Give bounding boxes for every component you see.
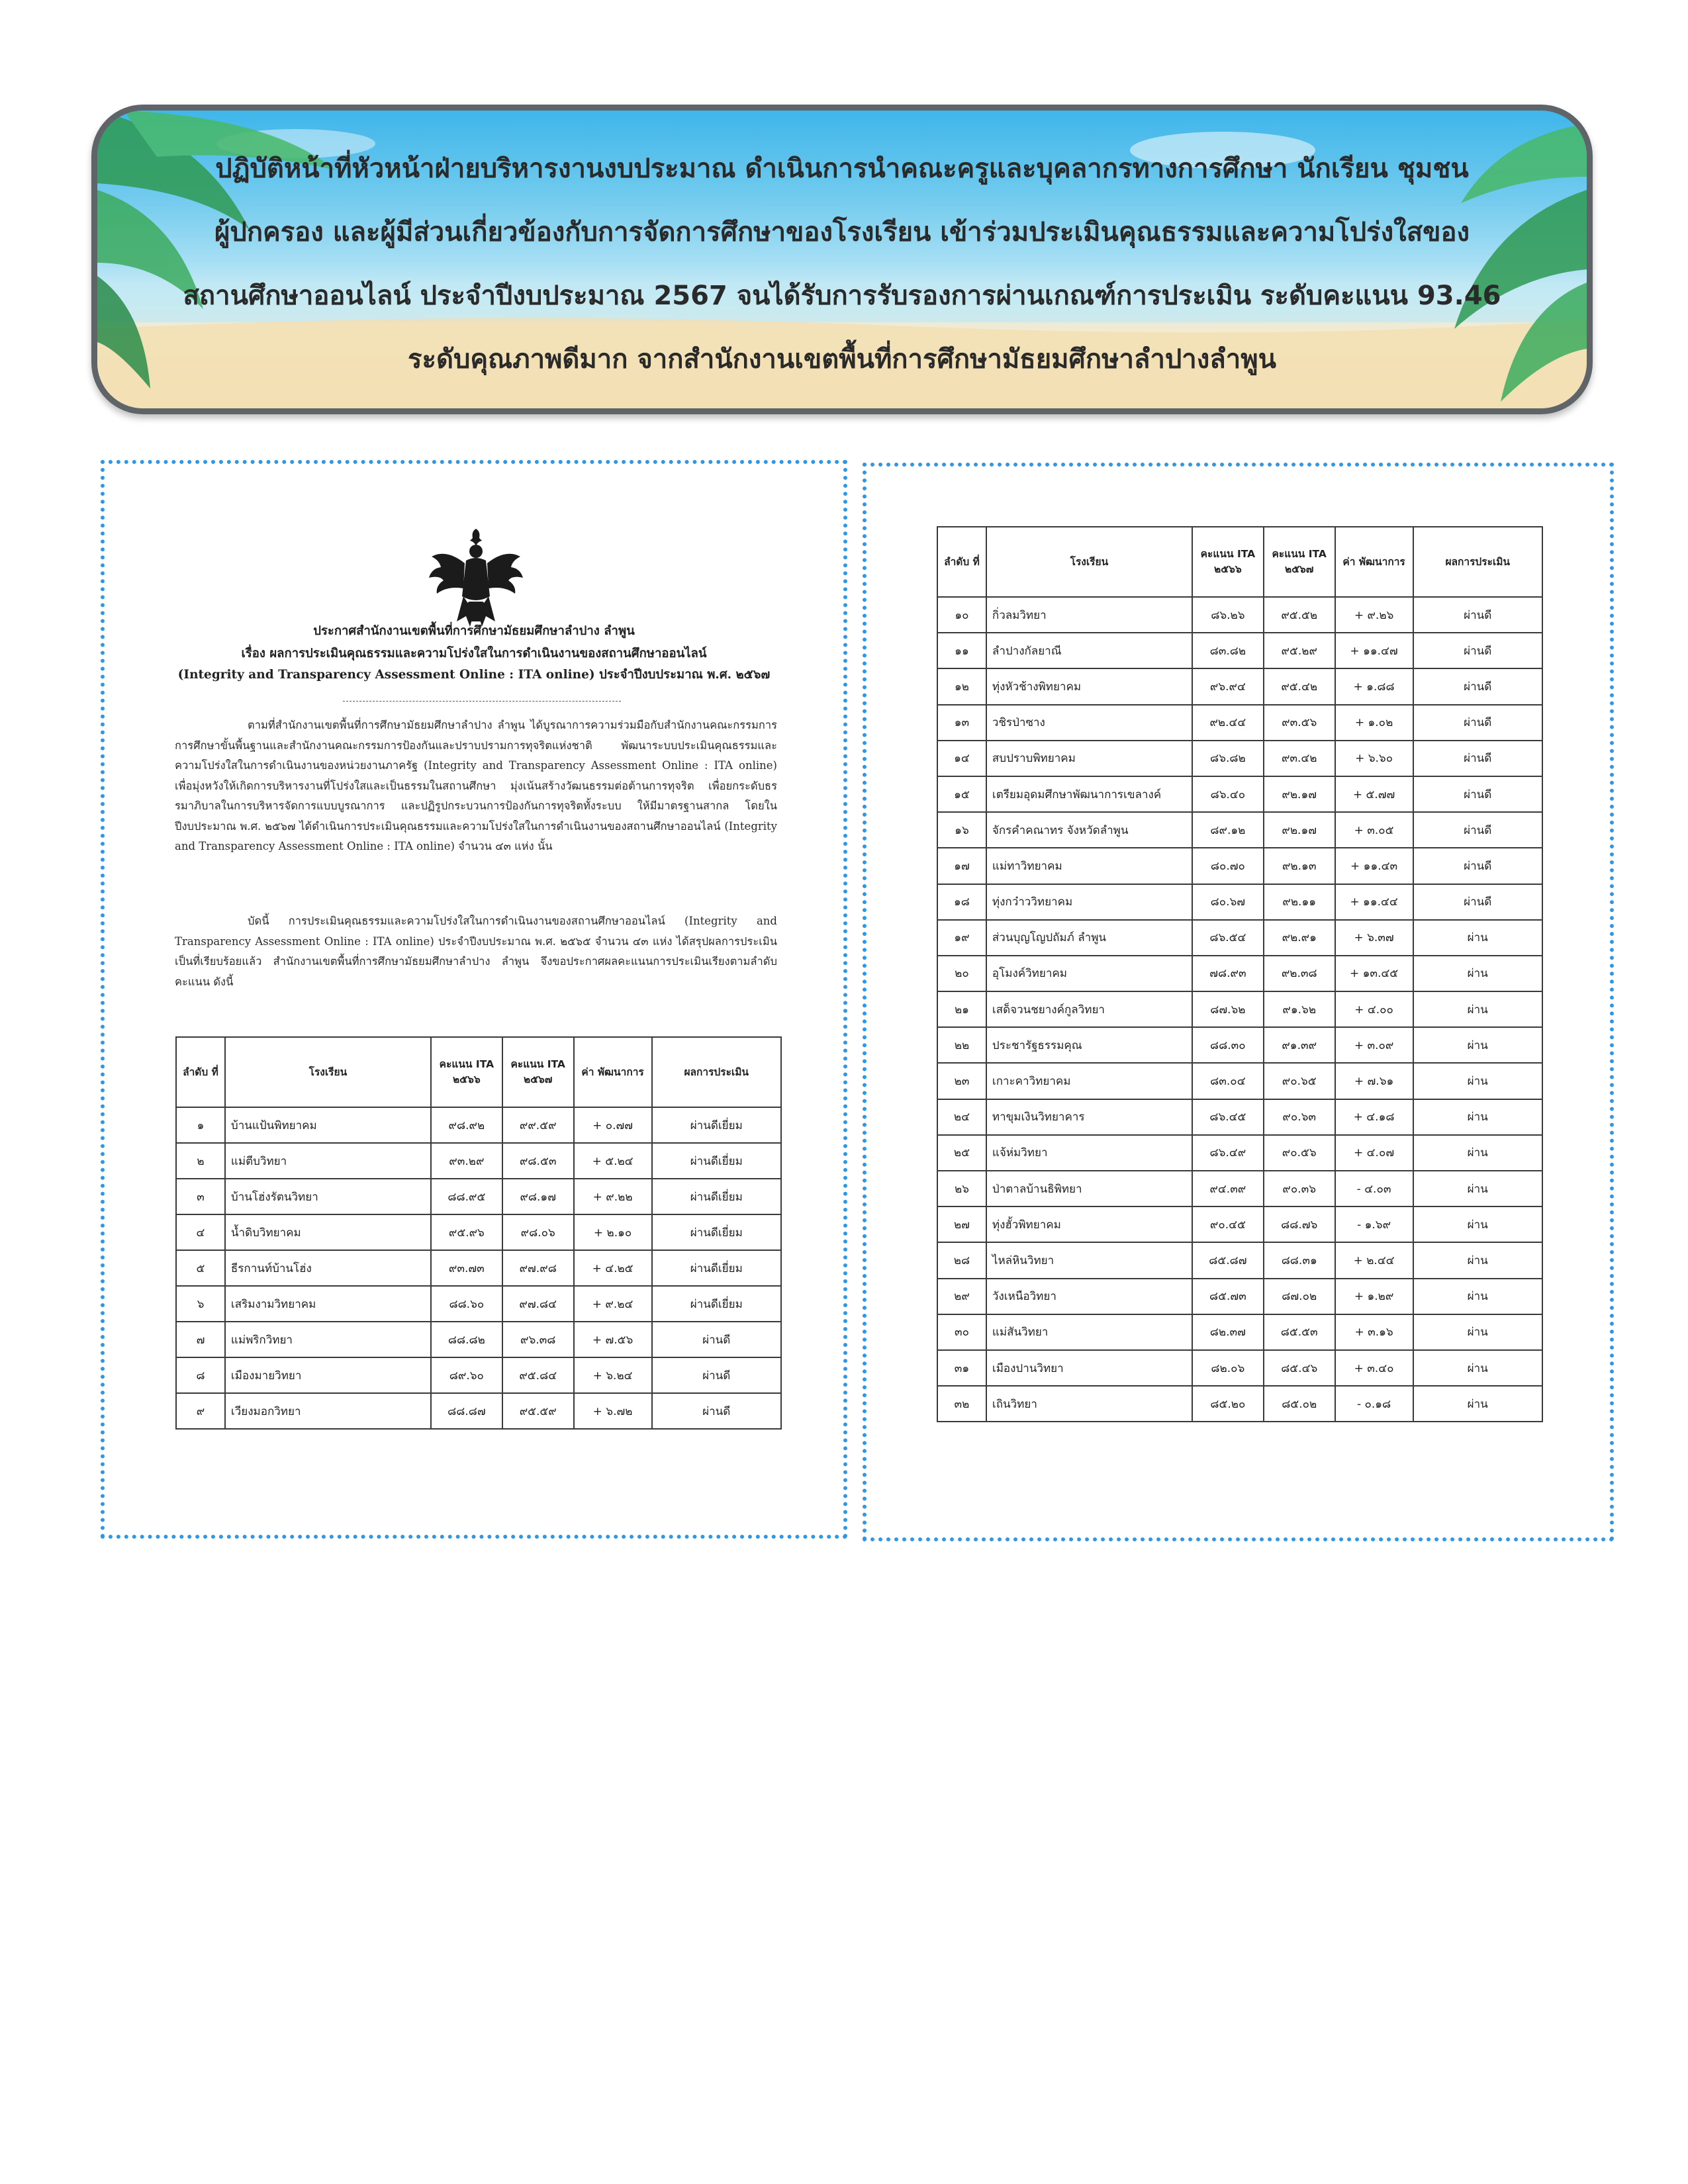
table-row [937,848,1542,884]
row-development: + ๖.๒๔ [574,1357,652,1393]
table-row [176,1179,781,1214]
row-result: ผ่านดี [1413,705,1543,741]
row-development: + ๗.๕๖ [574,1322,652,1357]
row-development: + ๕.๗๗ [1335,776,1413,812]
row-result: ผ่านดี [1413,776,1543,812]
row-order: ๒๘ [937,1242,986,1278]
row-score-2566: ๘๕.๘๗ [1192,1242,1264,1278]
row-score-2566: ๙๐.๔๕ [1192,1206,1264,1242]
row-school: แม่ตีบวิทยา [225,1143,431,1179]
row-school: เถินวิทยา [986,1386,1192,1422]
col-order: ลำดับ ที่ [937,527,986,597]
row-result: ผ่าน [1413,991,1543,1027]
row-order: ๒๔ [937,1099,986,1135]
table-row [176,1107,781,1143]
row-score-2566: ๘๘.๙๕ [431,1179,502,1214]
row-score-2567: ๙๘.๑๗ [502,1179,574,1214]
row-score-2567: ๘๕.๐๒ [1264,1386,1335,1422]
row-development: + ๙.๒๖ [1335,597,1413,633]
row-score-2567: ๙๙.๕๙ [502,1107,574,1143]
row-development: + ๑๑.๔๗ [1335,633,1413,668]
row-result: ผ่านดีเยี่ยม [652,1179,782,1214]
row-development: + ๕.๒๔ [574,1143,652,1179]
row-order: ๒๒ [937,1027,986,1063]
col-score-2567: คะแนน ITA ๒๕๖๗ [1264,527,1335,597]
row-development: + ๑.๘๘ [1335,668,1413,704]
row-order: ๒๑ [937,991,986,1027]
table-row [176,1286,781,1322]
row-score-2566: ๙๕.๙๖ [431,1214,502,1250]
row-score-2566: ๘๓.๘๒ [1192,633,1264,668]
row-order: ๑๓ [937,705,986,741]
row-result: ผ่าน [1413,1027,1543,1063]
row-score-2567: ๙๒.๑๗ [1264,812,1335,848]
row-score-2566: ๙๔.๓๙ [1192,1171,1264,1206]
row-school: ทุ่งฮั้วพิทยาคม [986,1206,1192,1242]
table-row [937,1135,1542,1171]
row-school: เมืองปานวิทยา [986,1350,1192,1386]
row-development: - ๐.๑๘ [1335,1386,1413,1422]
row-result: ผ่าน [1413,1063,1543,1099]
row-school: ลำปางกัลยาณี [986,633,1192,668]
row-order: ๗ [176,1322,225,1357]
row-score-2566: ๘๖.๔๐ [1192,776,1264,812]
row-score-2566: ๙๒.๔๔ [1192,705,1264,741]
row-school: บ้านแป้นพิทยาคม [225,1107,431,1143]
row-result: ผ่านดี [652,1322,782,1357]
row-order: ๑๒ [937,668,986,704]
row-score-2567: ๙๒.๑๓ [1264,848,1335,884]
row-order: ๑๑ [937,633,986,668]
row-school: น้ำดิบวิทยาคม [225,1214,431,1250]
row-school: ป่าตาลบ้านธิพิทยา [986,1171,1192,1206]
announcement-subject: เรื่อง ผลการประเมินคุณธรรมและความโปร่งใสในการดำเนินงานของสถานศึกษาออนไลน์ [241,647,707,660]
table-row [176,1393,781,1429]
col-score-2566: คะแนน ITA ๒๕๖๖ [431,1037,502,1107]
row-result: ผ่าน [1413,1279,1543,1314]
row-school: ประชารัฐธรรมคุณ [986,1027,1192,1063]
table-row [937,1206,1542,1242]
row-score-2567: ๙๕.๕๙ [502,1393,574,1429]
row-order: ๑๖ [937,812,986,848]
row-order: ๒๓ [937,1063,986,1099]
row-result: ผ่าน [1413,1386,1543,1422]
row-score-2566: ๙๖.๙๔ [1192,668,1264,704]
row-score-2566: ๘๖.๘๒ [1192,741,1264,776]
row-order: ๑๐ [937,597,986,633]
row-school: แจ้ห่มวิทยา [986,1135,1192,1171]
row-result: ผ่านดีเยี่ยม [652,1107,782,1143]
row-order: ๑๘ [937,884,986,920]
row-score-2567: ๙๗.๘๔ [502,1286,574,1322]
row-result: ผ่านดี [1413,848,1543,884]
table-row [937,884,1542,920]
row-development: + ๑๑.๔๔ [1335,884,1413,920]
row-result: ผ่าน [1413,1099,1543,1135]
row-result: ผ่านดีเยี่ยม [652,1286,782,1322]
row-result: ผ่าน [1413,1171,1543,1206]
row-score-2566: ๘๙.๑๒ [1192,812,1264,848]
row-development: + ๑.๒๙ [1335,1279,1413,1314]
row-school: แม่ทาวิทยาคม [986,848,1192,884]
row-development: + ๐.๗๗ [574,1107,652,1143]
row-school: เสริมงามวิทยาคม [225,1286,431,1322]
row-order: ๓๐ [937,1314,986,1350]
row-score-2566: ๘๒.๓๗ [1192,1314,1264,1350]
table-row [937,1171,1542,1206]
row-order: ๒๙ [937,1279,986,1314]
row-school: เสด็จวนชยางค์กูลวิทยา [986,991,1192,1027]
row-school: เวียงมอกวิทยา [225,1393,431,1429]
row-development: + ๖.๗๒ [574,1393,652,1429]
row-score-2567: ๘๕.๕๓ [1264,1314,1335,1350]
row-score-2567: ๙๕.๔๒ [1264,668,1335,704]
row-development: + ๔.๒๕ [574,1250,652,1286]
table-row [937,705,1542,741]
table-row [937,633,1542,668]
table-row [937,1314,1542,1350]
row-development: + ๗.๖๑ [1335,1063,1413,1099]
row-score-2567: ๙๐.๖๕ [1264,1063,1335,1099]
row-school: ทุ่งหัวช้างพิทยาคม [986,668,1192,704]
announcement-paragraph-1: ตามที่สำนักงานเขตพื้นที่การศึกษามัธยมศึกษาลำปาง ลำพูน ได้บูรณาการความร่วมมือกับสำนักงานคณะกรรมการการศึกษาขั้นพื้นฐานและสำนักงานคณะกรรมการป้องกันและปราบปรามการทุจริตแห่งชาติ พัฒนาระบบประเมินคุณธรรมและความโปร่งใสในการดำเนินงานของหน่วยงานภาครัฐ (Integrity and Transparency Assessment Online : ITA online) เพื่อมุ่งหวังให้เกิดการบริหารงานที่โปร่งใสและเป็นธรรมในสถานศึกษา มุ่งเน้นสร้างวัฒนธรรมต่อต้านการทุจริต เพื่อยกระดับธรรมาภิบาลในการบริหารจัดการแบบบูรณาการ และปฏิรูปกระบวนการป้องกันการทุจริตทั้งระบบ ให้มีมาตรฐานสากล โดยในปีงบประมาณ พ.ศ. ๒๕๖๗ ได้ดำเนินการประเมินคุณธรรมและความโปร่งใสในการดำเนินงานของสถานศึกษาออนไลน์ (Integrity and Transparency Assessment Online : ITA online) จำนวน ๔๓ แห่ง นั้น [175,719,777,852]
row-score-2566: ๘๖.๕๔ [1192,920,1264,956]
row-score-2567: ๙๕.๕๒ [1264,597,1335,633]
row-result: ผ่าน [1413,956,1543,991]
row-score-2566: ๘๐.๖๗ [1192,884,1264,920]
row-result: ผ่านดี [1413,741,1543,776]
row-development: + ๑.๐๒ [1335,705,1413,741]
table-row [937,1063,1542,1099]
col-score-2567: คะแนน ITA ๒๕๖๗ [502,1037,574,1107]
row-school: ส่วนบุญโญปถัมภ์ ลำพูน [986,920,1192,956]
row-result: ผ่าน [1413,1242,1543,1278]
row-score-2566: ๙๘.๙๒ [431,1107,502,1143]
row-order: ๒ [176,1143,225,1179]
row-result: ผ่านดี [1413,597,1543,633]
row-score-2566: ๘๘.๖๐ [431,1286,502,1322]
row-result: ผ่านดีเยี่ยม [652,1214,782,1250]
row-school: ทุ่งกว๋าววิทยาคม [986,884,1192,920]
row-school: จักรคำคณาทร จังหวัดลำพูน [986,812,1192,848]
row-score-2567: ๘๕.๔๖ [1264,1350,1335,1386]
row-score-2567: ๙๐.๓๖ [1264,1171,1335,1206]
table-row [176,1214,781,1250]
row-school: บ้านโฮ่งรัตนวิทยา [225,1179,431,1214]
banner-line-2: ผู้ปกครอง และผู้มีส่วนเกี่ยวข้องกับการจัดการศึกษาของโรงเรียน เข้าร่วมประเมินคุณธรรมและความโปร่งใสของ [214,217,1470,248]
table-row [937,1099,1542,1135]
row-order: ๑ [176,1107,225,1143]
row-development: + ๔.๐๐ [1335,991,1413,1027]
row-result: ผ่านดี [1413,668,1543,704]
row-result: ผ่านดี [652,1357,782,1393]
announcement-page-1 [101,460,847,1539]
table-row [937,812,1542,848]
row-development: + ๒.๔๔ [1335,1242,1413,1278]
row-result: ผ่าน [1413,1206,1543,1242]
row-score-2566: ๘๘.๘๗ [431,1393,502,1429]
row-score-2566: ๘๓.๐๔ [1192,1063,1264,1099]
announcement-title: ประกาศสำนักงานเขตพื้นที่การศึกษามัธยมศึกษาลำปาง ลำพูน [313,624,635,638]
row-school: เกาะคาวิทยาคม [986,1063,1192,1099]
row-score-2566: ๘๕.๒๐ [1192,1386,1264,1422]
row-development: + ๖.๓๗ [1335,920,1413,956]
row-score-2567: ๘๘.๓๑ [1264,1242,1335,1278]
row-order: ๖ [176,1286,225,1322]
row-school: วชิรป่าซาง [986,705,1192,741]
banner-line-3: สถานศึกษาออนไลน์ ประจำปีงบประมาณ 2567 จนได้รับการรับรองการผ่านเกณฑ์การประเมิน ระดับคะแนน 93.46 [183,281,1501,311]
banner-line-4: ระดับคุณภาพดีมาก จากสำนักงานเขตพื้นที่การศึกษามัธยมศึกษาลำปางลำพูน [408,344,1276,375]
table-row [937,956,1542,991]
row-score-2566: ๘๙.๖๐ [431,1357,502,1393]
banner-text [97,111,1587,408]
row-score-2567: ๙๒.๑๗ [1264,776,1335,812]
table-row [937,741,1542,776]
row-score-2567: ๙๘.๐๖ [502,1214,574,1250]
table-row [937,1350,1542,1386]
row-score-2567: ๘๘.๗๖ [1264,1206,1335,1242]
row-score-2567: ๙๕.๘๔ [502,1357,574,1393]
row-development: + ๔.๑๘ [1335,1099,1413,1135]
row-result: ผ่านดี [652,1393,782,1429]
row-school: แม่พริกวิทยา [225,1322,431,1357]
col-development: ค่า พัฒนาการ [574,1037,652,1107]
row-result: ผ่านดีเยี่ยม [652,1143,782,1179]
row-score-2566: ๘๗.๖๒ [1192,991,1264,1027]
row-school: ไหล่หินวิทยา [986,1242,1192,1278]
row-order: ๒๖ [937,1171,986,1206]
row-result: ผ่านดี [1413,633,1543,668]
row-development: + ๓.๔๐ [1335,1350,1413,1386]
row-score-2567: ๙๘.๕๓ [502,1143,574,1179]
row-score-2566: ๘๕.๗๓ [1192,1279,1264,1314]
row-school: เตรียมอุดมศึกษาพัฒนาการเขลางค์ [986,776,1192,812]
row-order: ๑๙ [937,920,986,956]
row-result: ผ่านดีเยี่ยม [652,1250,782,1286]
row-order: ๓ [176,1179,225,1214]
row-score-2567: ๙๑.๓๙ [1264,1027,1335,1063]
row-development: + ๔.๐๗ [1335,1135,1413,1171]
table-row [937,776,1542,812]
table-row [176,1143,781,1179]
row-school: วังเหนือวิทยา [986,1279,1192,1314]
col-school: โรงเรียน [225,1037,431,1107]
row-score-2566: ๘๘.๓๐ [1192,1027,1264,1063]
row-result: ผ่าน [1413,1314,1543,1350]
announcement-page-2 [863,463,1614,1541]
table-row [937,668,1542,704]
table-row [937,1242,1542,1278]
row-order: ๕ [176,1250,225,1286]
row-score-2566: ๘๒.๐๖ [1192,1350,1264,1386]
row-school: กิ่วลมวิทยา [986,597,1192,633]
row-school: แม่สันวิทยา [986,1314,1192,1350]
row-development: + ๙.๒๒ [574,1179,652,1214]
row-score-2567: ๙๖.๓๘ [502,1322,574,1357]
row-order: ๑๕ [937,776,986,812]
row-development: + ๑๓.๔๕ [1335,956,1413,991]
row-score-2566: ๗๘.๙๓ [1192,956,1264,991]
row-order: ๒๗ [937,1206,986,1242]
row-result: ผ่าน [1413,920,1543,956]
col-order: ลำดับ ที่ [176,1037,225,1107]
row-result: ผ่าน [1413,1350,1543,1386]
row-school: ทาขุมเงินวิทยาคาร [986,1099,1192,1135]
col-score-2566: คะแนน ITA ๒๕๖๖ [1192,527,1264,597]
row-development: - ๔.๐๓ [1335,1171,1413,1206]
table-row [937,1027,1542,1063]
row-development: + ๓.๑๖ [1335,1314,1413,1350]
table-row [937,991,1542,1027]
row-result: ผ่าน [1413,1135,1543,1171]
row-result: ผ่านดี [1413,884,1543,920]
row-development: + ๙.๒๔ [574,1286,652,1322]
row-score-2566: ๘๘.๘๒ [431,1322,502,1357]
row-score-2567: ๙๐.๕๖ [1264,1135,1335,1171]
row-order: ๓๒ [937,1386,986,1422]
row-school: เมืองมายวิทยา [225,1357,431,1393]
col-school: โรงเรียน [986,527,1192,597]
row-order: ๑๗ [937,848,986,884]
table-row [176,1357,781,1393]
table-row [937,1279,1542,1314]
table-row [937,920,1542,956]
row-score-2567: ๙๒.๑๑ [1264,884,1335,920]
row-development: + ๒.๑๐ [574,1214,652,1250]
row-score-2566: ๘๖.๒๖ [1192,597,1264,633]
row-score-2567: ๙๑.๖๒ [1264,991,1335,1027]
table-row [176,1322,781,1357]
ita-results-table-2 [937,526,1543,1422]
row-development: - ๑.๖๙ [1335,1206,1413,1242]
row-school: สบปราบพิทยาคม [986,741,1192,776]
row-order: ๒๐ [937,956,986,991]
col-result: ผลการประเมิน [1413,527,1543,597]
row-score-2566: ๘๖.๔๙ [1192,1135,1264,1171]
row-score-2566: ๘๖.๔๕ [1192,1099,1264,1135]
row-score-2567: ๙๒.๓๘ [1264,956,1335,991]
row-score-2566: ๙๓.๒๙ [431,1143,502,1179]
row-development: + ๓.๐๙ [1335,1027,1413,1063]
announcement-subject-en: (Integrity and Transparency Assessment Online : ITA online) ประจำปีงบประมาณ พ.ศ. ๒๕๖๗ [177,668,771,682]
row-development: + ๖.๖๐ [1335,741,1413,776]
row-score-2567: ๙๐.๖๓ [1264,1099,1335,1135]
row-school: อุโมงค์วิทยาคม [986,956,1192,991]
row-order: ๒๕ [937,1135,986,1171]
row-score-2567: ๘๗.๐๒ [1264,1279,1335,1314]
header-banner [91,105,1593,414]
banner-line-1: ปฏิบัติหน้าที่หัวหน้าฝ่ายบริหารงานงบประมาณ ดำเนินการนำคณะครูและบุคลากรทางการศึกษา นักเรียน ชุมชน [215,154,1469,184]
row-school: ธีรกานท์บ้านโฮ่ง [225,1250,431,1286]
separator-rule [343,701,621,702]
row-score-2567: ๙๒.๙๑ [1264,920,1335,956]
garuda-emblem-icon [426,522,526,635]
table-row [937,597,1542,633]
row-order: ๔ [176,1214,225,1250]
ita-results-table-1 [175,1036,782,1430]
row-order: ๘ [176,1357,225,1393]
announcement-paragraph-2: บัดนี้ การประเมินคุณธรรมและความโปร่งใสในการดำเนินงานของสถานศึกษาออนไลน์ (Integrity and Transparency Assessment Online : ITA online) ประจำปีงบประมาณ พ.ศ. ๒๕๖๕ จำนวน ๔๓ แห่ง ได้สรุปผลการประเมินเป็นที่เรียบร้อยแล้ว สำนักงานเขตพื้นที่การศึกษามัธยมศึกษาลำปาง ลำพูน จึงขอประกาศผลคะแนนการประเมินเรียงตามลำดับคะแนน ดังนี้ [175,915,777,988]
row-score-2567: ๙๓.๕๖ [1264,705,1335,741]
row-order: ๓๑ [937,1350,986,1386]
row-development: + ๑๑.๔๓ [1335,848,1413,884]
row-order: ๙ [176,1393,225,1429]
row-development: + ๓.๐๕ [1335,812,1413,848]
col-development: ค่า พัฒนาการ [1335,527,1413,597]
table-row [937,1386,1542,1422]
row-score-2567: ๙๗.๙๘ [502,1250,574,1286]
row-score-2567: ๙๕.๒๙ [1264,633,1335,668]
table-row [176,1250,781,1286]
row-score-2566: ๘๐.๗๐ [1192,848,1264,884]
row-score-2567: ๙๓.๔๒ [1264,741,1335,776]
row-result: ผ่านดี [1413,812,1543,848]
col-result: ผลการประเมิน [652,1037,782,1107]
row-score-2566: ๙๓.๗๓ [431,1250,502,1286]
row-order: ๑๔ [937,741,986,776]
